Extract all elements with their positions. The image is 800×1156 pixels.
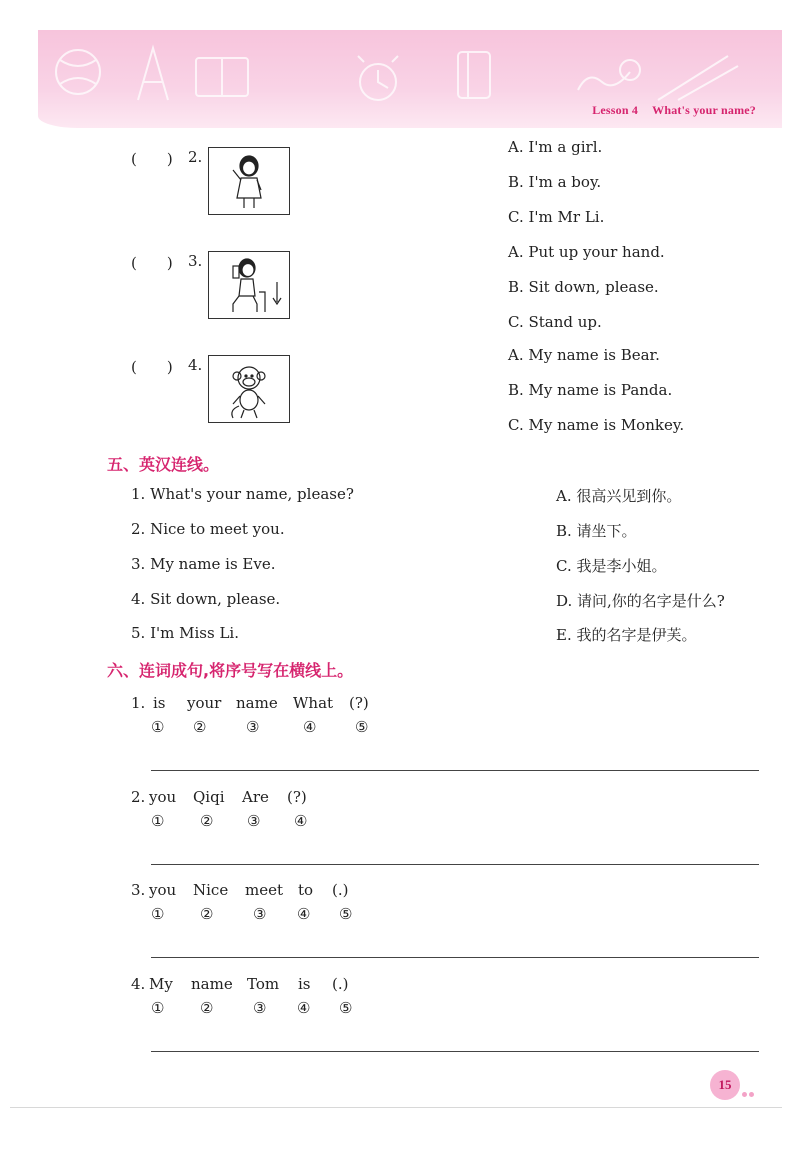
circled-number: ④ — [294, 812, 308, 830]
answer-paren-3[interactable]: ( ) — [131, 254, 173, 272]
section-5-title: 五、英汉连线。 — [107, 455, 220, 474]
option-3a: A. Put up your hand. — [508, 243, 665, 261]
page-number: 15 — [710, 1070, 740, 1100]
circled-number: ② — [193, 718, 207, 736]
answer-paren-2[interactable]: ( ) — [131, 150, 173, 168]
option-3c: C. Stand up. — [508, 313, 602, 331]
word: is — [153, 694, 166, 712]
word: (.) — [332, 975, 349, 993]
circled-number: ③ — [247, 812, 261, 830]
circled-number: ③ — [253, 905, 267, 923]
word: you — [149, 881, 177, 899]
match-right-e[interactable]: E. 我的名字是伊芙。 — [556, 626, 697, 644]
option-2c: C. I'm Mr Li. — [508, 208, 605, 226]
question-number: 2. — [131, 788, 146, 806]
word: My — [149, 975, 173, 993]
question-number: 1. — [131, 694, 146, 712]
circled-number: ④ — [297, 905, 311, 923]
question-number-2: 2. — [188, 148, 203, 166]
match-left-3[interactable]: 3. My name is Eve. — [131, 555, 276, 573]
circled-number: ① — [151, 999, 165, 1017]
footer-divider — [10, 1107, 782, 1108]
match-left-2[interactable]: 2. Nice to meet you. — [131, 520, 285, 538]
reorder-question-3 — [131, 881, 771, 925]
circled-number: ③ — [253, 999, 267, 1017]
circled-number: ① — [151, 812, 165, 830]
word: name — [191, 975, 233, 993]
word: to — [298, 881, 314, 899]
circled-number: ④ — [303, 718, 317, 736]
match-right-b[interactable]: B. 请坐下。 — [556, 522, 637, 540]
circled-number: ④ — [297, 999, 311, 1017]
word: Tom — [247, 975, 280, 993]
option-2a: A. I'm a girl. — [508, 138, 603, 156]
word: Qiqi — [193, 788, 225, 806]
word: (?) — [349, 694, 369, 712]
word: name — [236, 694, 278, 712]
circled-number: ② — [200, 812, 214, 830]
word: (.) — [332, 881, 349, 899]
word: Are — [242, 788, 269, 806]
question-number-3: 3. — [188, 252, 203, 270]
word: Nice — [193, 881, 229, 899]
circled-number: ③ — [246, 718, 260, 736]
match-right-d[interactable]: D. 请问,你的名字是什么? — [556, 592, 725, 610]
reorder-question-4 — [131, 975, 771, 1019]
match-right-a[interactable]: A. 很高兴见到你。 — [556, 487, 682, 505]
lesson-number: Lesson 4 — [592, 103, 639, 117]
option-4c: C. My name is Monkey. — [508, 416, 685, 434]
girl-icon — [209, 148, 289, 214]
question-number-4: 4. — [188, 356, 203, 374]
answer-line-4[interactable] — [151, 1051, 759, 1052]
option-2b: B. I'm a boy. — [508, 173, 602, 191]
circled-number: ⑤ — [355, 718, 369, 736]
monkey-picture — [208, 355, 290, 423]
option-4b: B. My name is Panda. — [508, 381, 673, 399]
answer-paren-4[interactable]: ( ) — [131, 358, 173, 376]
circled-number: ① — [151, 718, 165, 736]
match-left-5[interactable]: 5. I'm Miss Li. — [131, 624, 239, 642]
question-number: 3. — [131, 881, 146, 899]
circled-number: ① — [151, 905, 165, 923]
match-right-c[interactable]: C. 我是李小姐。 — [556, 557, 667, 575]
monkey-icon — [209, 356, 289, 422]
girl-waving-picture — [208, 147, 290, 215]
reorder-question-2 — [131, 788, 771, 832]
page-dots-decoration — [742, 1082, 756, 1101]
option-4a: A. My name is Bear. — [508, 346, 660, 364]
boy-sitting-picture — [208, 251, 290, 319]
word: you — [149, 788, 177, 806]
circled-number: ② — [200, 999, 214, 1017]
word: meet — [245, 881, 284, 899]
answer-line-3[interactable] — [151, 957, 759, 958]
answer-line-1[interactable] — [151, 770, 759, 771]
word: What — [293, 694, 334, 712]
section-6-title: 六、连词成句,将序号写在横线上。 — [107, 661, 354, 680]
word: (?) — [287, 788, 307, 806]
question-number: 4. — [131, 975, 146, 993]
circled-number: ⑤ — [339, 999, 353, 1017]
lesson-header — [592, 103, 756, 118]
word: your — [187, 694, 222, 712]
word: is — [298, 975, 311, 993]
match-left-1[interactable]: 1. What's your name, please? — [131, 485, 354, 503]
circled-number: ② — [200, 905, 214, 923]
boy-sitting-icon — [209, 252, 289, 318]
answer-line-2[interactable] — [151, 864, 759, 865]
option-3b: B. Sit down, please. — [508, 278, 659, 296]
reorder-question-1 — [131, 694, 771, 738]
match-left-4[interactable]: 4. Sit down, please. — [131, 590, 281, 608]
lesson-title: What's your name? — [652, 103, 756, 117]
circled-number: ⑤ — [339, 905, 353, 923]
